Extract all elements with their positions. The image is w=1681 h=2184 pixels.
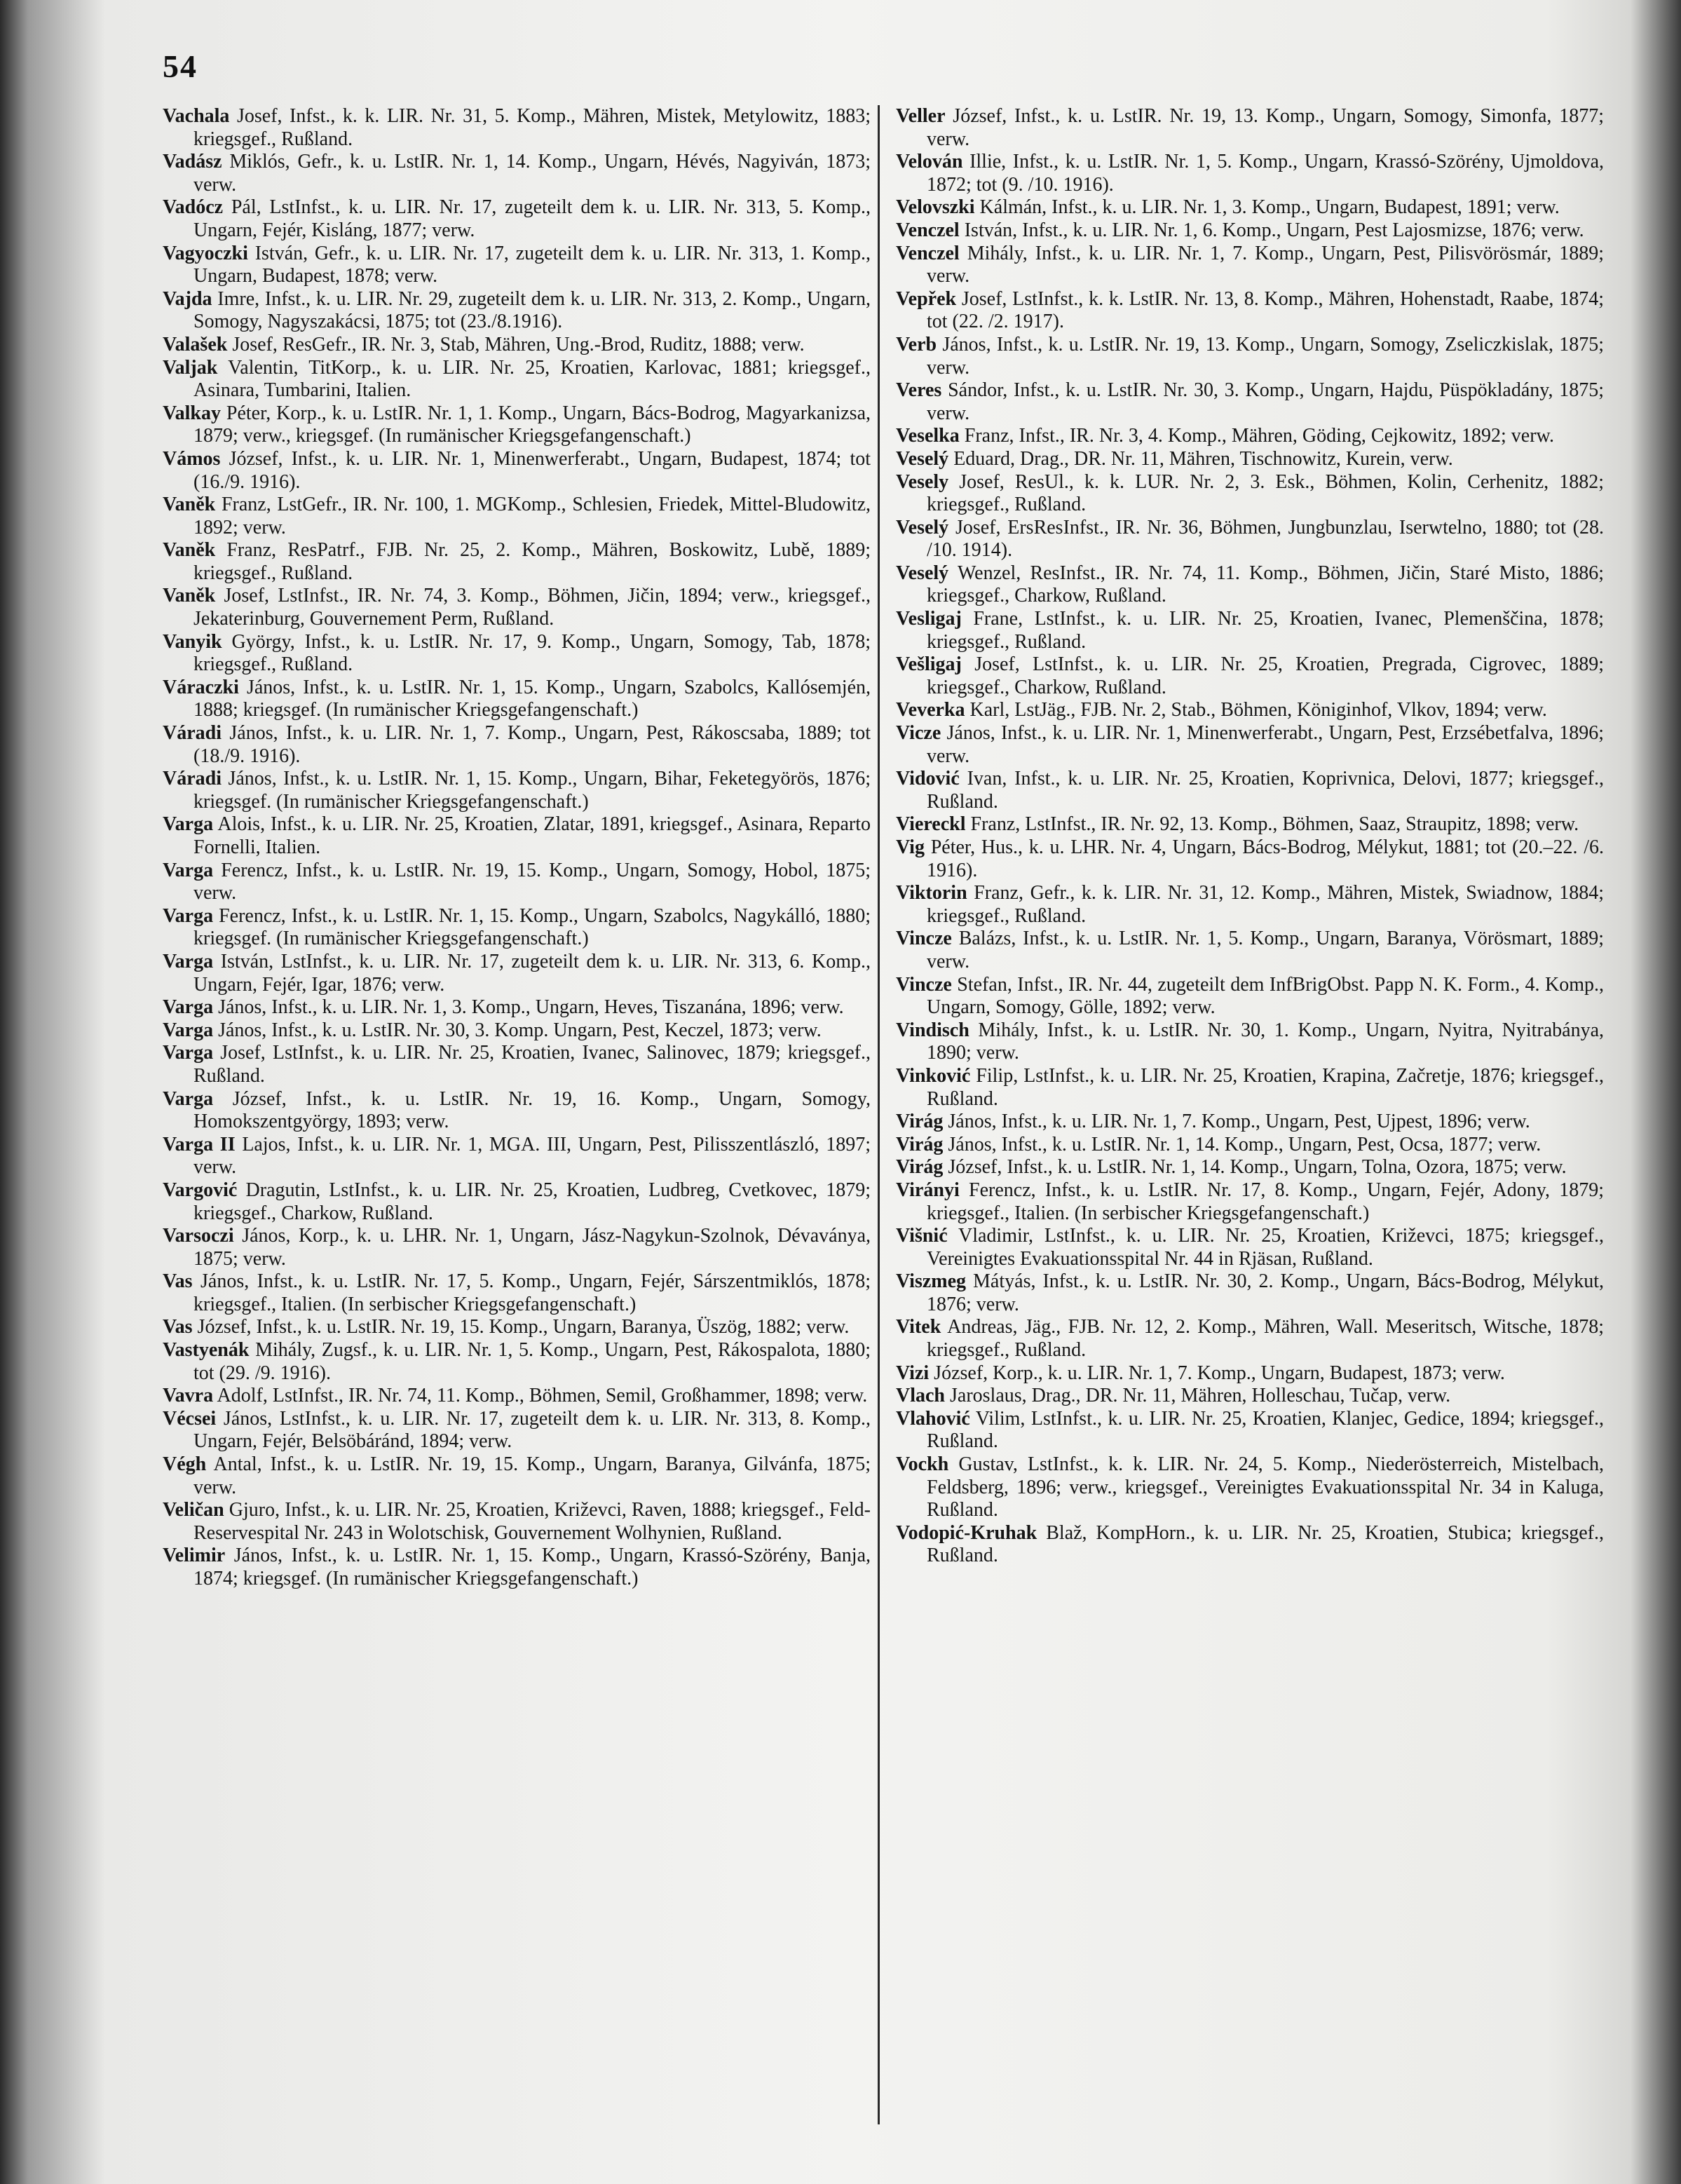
entry-surname: Virág: [896, 1111, 944, 1133]
list-item: [163, 631, 871, 677]
entry-surname: Venczel: [896, 219, 960, 241]
entry-surname: Varga: [163, 1019, 214, 1041]
entry-surname: Váradi: [163, 722, 222, 745]
entry-details: Franz, ResPatrf., FJB. Nr. 25, 2. Komp., Mähren, Boskowitz, Lubě, 1889; kriegsgef., Rußland.: [193, 539, 871, 584]
entry-surname: Vlach: [896, 1385, 945, 1407]
entry-details: Péter, Korp., k. u. LstIR. Nr. 1, 1. Komp., Ungarn, Bács-Bodrog, Magyarkanizsa, 1879; verw., kriegsgef. (In rumänischer Kriegsgefangenschaft.): [193, 402, 871, 447]
entry-details: János, Infst., k. u. LstIR. Nr. 30, 3. Komp. Ungarn, Pest, Keczel, 1873; verw.: [218, 1019, 822, 1041]
entry-details: Gustav, LstInfst., k. k. LIR. Nr. 24, 5. Komp., Niederösterreich, Mistelbach, Feldsberg, 1896; verw., kriegsgef., Vereinigtes Evakuationsspital Nr. 34 in Kaluga, Rußland.: [927, 1453, 1605, 1521]
entry-details: János, Infst., k. u. LIR. Nr. 1, 3. Komp., Ungarn, Heves, Tiszanána, 1896; verw.: [218, 996, 844, 1019]
list-item: [896, 1065, 1604, 1111]
entry-surname: Virág: [896, 1133, 944, 1155]
entry-details: Mátyás, Infst., k. u. LstIR. Nr. 30, 2. Komp., Ungarn, Bács-Bodrog, Mélykut, 1876; verw.: [927, 1270, 1604, 1315]
list-item: [896, 1156, 1604, 1179]
entry-details: János, Korp., k. u. LHR. Nr. 1, Ungarn, Jász-Nagykun-Szolnok, Dévaványa, 1875; verw.: [193, 1225, 871, 1270]
entry-surname: Vas: [163, 1270, 193, 1293]
entry-surname: Vámos: [163, 447, 221, 470]
entry-surname: Vizi: [896, 1362, 930, 1384]
entry-surname: Vindisch: [896, 1019, 969, 1041]
list-item: [896, 471, 1604, 517]
left-column: [163, 105, 871, 1591]
list-item: [163, 1316, 871, 1339]
list-item: [896, 1385, 1604, 1408]
list-item: [163, 996, 871, 1019]
entry-details: Ferencz, Infst., k. u. LstIR. Nr. 1, 15. Komp., Ungarn, Szabolcs, Nagykálló, 1880; kriegsgef. (In rumänischer Kriegsgefangenschaft.): [193, 904, 871, 950]
list-item: [163, 1453, 871, 1499]
entry-surname: Veselý: [896, 562, 949, 584]
list-item: [163, 1545, 871, 1590]
entry-surname: Virányi: [896, 1179, 960, 1201]
entry-details: Dragutin, LstInfst., k. u. LIR. Nr. 25, Kroatien, Ludbreg, Cvetkovec, 1879; kriegsgef., Charkow, Rußland.: [193, 1179, 871, 1224]
list-item: [163, 1408, 871, 1453]
list-item: [163, 1385, 871, 1408]
list-item: [896, 813, 1604, 836]
list-item: [896, 836, 1604, 882]
entry-surname: Vincze: [896, 928, 952, 950]
entry-details: Pál, LstInfst., k. u. LIR. Nr. 17, zugeteilt dem k. u. LIR. Nr. 313, 5. Komp., Ungarn, Fejér, Kisláng, 1877; verw.: [193, 196, 871, 241]
list-item: [896, 1453, 1604, 1522]
list-item: [896, 1179, 1604, 1225]
entry-details: János, Infst., k. u. LstIR. Nr. 1, 15. Komp., Ungarn, Szabolcs, Kallósemjén, 1888; kriegsgef. (In rumänischer Kriegsgefangenschaft.): [193, 676, 871, 721]
entry-surname: Veller: [896, 105, 946, 127]
entry-surname: Veselý: [896, 447, 949, 470]
list-item: [896, 288, 1604, 334]
entry-surname: Varga II: [163, 1133, 236, 1155]
entry-surname: Vachala: [163, 105, 230, 127]
list-item: [896, 448, 1604, 471]
entry-surname: Vaněk: [163, 494, 216, 516]
entry-details: Antal, Infst., k. u. LstIR. Nr. 19, 15. Komp., Ungarn, Baranya, Gilvánfa, 1875; verw.: [193, 1453, 871, 1498]
entry-details: János, LstInfst., k. u. LIR. Nr. 17, zugeteilt dem k. u. LIR. Nr. 313, 8. Komp., Ungarn, Fejér, Belsöbáránd, 1894; verw.: [193, 1407, 871, 1453]
list-item: [896, 151, 1604, 196]
entry-surname: Vincze: [896, 973, 952, 996]
list-item: [896, 1134, 1604, 1157]
list-item: [163, 334, 871, 357]
entry-details: János, Infst., k. u. LstIR. Nr. 1, 15. Komp., Ungarn, Krassó-Szörény, Banja, 1874; kriegsgef. (In rumänischer Kriegsgefangenschaft.): [193, 1545, 871, 1589]
entry-details: Andreas, Jäg., FJB. Nr. 12, 2. Komp., Mähren, Wall. Meseritsch, Witsche, 1878; kriegsgef., Rußland.: [927, 1316, 1604, 1362]
entry-details: István, Gefr., k. u. LIR. Nr. 17, zugeteilt dem k. u. LIR. Nr. 313, 1. Komp., Ungarn, Budapest, 1878; verw.: [193, 242, 871, 287]
entry-surname: Varga: [163, 813, 214, 836]
entry-surname: Végh: [163, 1453, 207, 1476]
list-item: [163, 1339, 871, 1385]
list-item: [163, 357, 871, 402]
entry-details: Frane, LstInfst., k. u. LIR. Nr. 25, Kroatien, Ivanec, Plemenščina, 1878; kriegsgef., Rußland.: [927, 608, 1604, 653]
entry-surname: Varga: [163, 996, 214, 1019]
list-item: [163, 1088, 871, 1134]
entry-surname: Velovszki: [896, 196, 975, 219]
list-item: [163, 1270, 871, 1316]
entry-surname: Vidović: [896, 768, 960, 790]
page-number: 54: [163, 48, 198, 84]
list-item: [896, 379, 1604, 425]
entry-details: József, Infst., k. u. LstIR. Nr. 19, 13. Komp., Ungarn, Somogy, Simonfa, 1877; verw.: [927, 105, 1605, 150]
list-item: [896, 1019, 1604, 1065]
list-item: [896, 425, 1604, 448]
list-item: [163, 494, 871, 539]
entry-surname: Vas: [163, 1316, 193, 1338]
list-item: [896, 562, 1604, 608]
entry-details: József, Infst., k. u. LstIR. Nr. 19, 15. Komp., Ungarn, Baranya, Üszög, 1882; verw.: [197, 1316, 850, 1338]
list-item: [896, 974, 1604, 1019]
entry-surname: Venczel: [896, 242, 960, 264]
entry-surname: Varga: [163, 859, 214, 881]
entry-surname: Vargović: [163, 1179, 238, 1201]
entry-surname: Vaněk: [163, 585, 216, 607]
right-column: [896, 105, 1604, 1568]
list-item: [896, 196, 1604, 219]
entry-details: Ferencz, Infst., k. u. LstIR. Nr. 17, 8. Komp., Ungarn, Fejér, Adony, 1879; kriegsgef., Italien. (In serbischer Kriegsgefangenschaft.): [927, 1179, 1605, 1224]
list-item: [163, 539, 871, 585]
entry-details: István, Infst., k. u. LIR. Nr. 1, 6. Komp., Ungarn, Pest Lajosmizse, 1876; verw.: [964, 219, 1584, 241]
entry-surname: Veselý: [896, 516, 949, 538]
list-item: [163, 1134, 871, 1179]
entry-surname: Varga: [163, 1087, 214, 1110]
entry-surname: Velován: [896, 151, 963, 173]
list-item: [163, 768, 871, 813]
entry-details: Illie, Infst., k. u. LstIR. Nr. 1, 5. Komp., Ungarn, Krassó-Szörény, Ujmoldova, 1872; tot (9. /10. 1916).: [927, 151, 1604, 196]
entry-details: Franz, LstGefr., IR. Nr. 100, 1. MGKomp., Schlesien, Friedek, Mittel-Bludowitz, 1892; verw.: [193, 494, 871, 538]
entry-details: János, Infst., k. u. LIR. Nr. 1, Minenwerferabt., Ungarn, Pest, Erzsébetfalva, 1896; verw.: [927, 722, 1605, 767]
list-item: [896, 517, 1604, 562]
entry-details: Sándor, Infst., k. u. LstIR. Nr. 30, 3. Komp., Ungarn, Hajdu, Püspökladány, 1875; verw.: [927, 379, 1604, 424]
list-item: [163, 1499, 871, 1545]
entry-surname: Vesely: [896, 470, 949, 493]
entry-surname: Veres: [896, 379, 942, 402]
entry-surname: Verb: [896, 333, 937, 355]
entry-surname: Veverka: [896, 699, 965, 721]
entry-details: János, Infst., k. u. LstIR. Nr. 1, 14. Komp., Ungarn, Pest, Ocsa, 1877; verw.: [948, 1133, 1542, 1155]
entry-surname: Vockh: [896, 1453, 949, 1476]
entry-surname: Velimir: [163, 1545, 226, 1567]
entry-details: Franz, Infst., IR. Nr. 3, 4. Komp., Mähren, Göding, Cejkowitz, 1892; verw.: [964, 425, 1554, 447]
entry-surname: Veselka: [896, 425, 960, 447]
entry-surname: Vajda: [163, 287, 212, 310]
entry-surname: Vepřek: [896, 287, 957, 310]
entry-surname: Varga: [163, 1042, 214, 1064]
list-item: [163, 243, 871, 288]
list-item: [163, 105, 871, 151]
entry-details: Vladimir, LstInfst., k. u. LIR. Nr. 25, Kroatien, Križevci, 1875; kriegsgef., Vereinigtes Evakuationsspital Nr. 44 in Rjäsan, Rußland.: [927, 1225, 1605, 1270]
entry-details: Jaroslaus, Drag., DR. Nr. 11, Mähren, Holleschau, Tučap, verw.: [950, 1385, 1451, 1407]
list-item: [896, 1270, 1604, 1316]
list-item: [163, 905, 871, 951]
entry-details: Lajos, Infst., k. u. LIR. Nr. 1, MGA. III, Ungarn, Pest, Pilisszentlászló, 1897; verw.: [193, 1133, 871, 1179]
entry-surname: Vadász: [163, 151, 222, 173]
entry-details: János, Infst., k. u. LstIR. Nr. 17, 5. Komp., Ungarn, Fejér, Sárszentmiklós, 1878; kriegsgef., Italien. (In serbischer Kriegsgefangenschaft.): [193, 1270, 871, 1315]
list-item: [163, 1042, 871, 1087]
entry-surname: Vicze: [896, 722, 941, 745]
entry-surname: Valjak: [163, 356, 218, 379]
list-item: [896, 105, 1604, 151]
entry-surname: Vanyik: [163, 630, 222, 653]
entry-details: István, LstInfst., k. u. LIR. Nr. 17, zugeteilt dem k. u. LIR. Nr. 313, 6. Komp., Ungarn, Fejér, Igar, 1876; verw.: [193, 950, 871, 996]
entry-details: Kálmán, Infst., k. u. LIR. Nr. 1, 3. Komp., Ungarn, Budapest, 1891; verw.: [979, 196, 1560, 219]
list-item: [896, 722, 1604, 768]
entry-details: János, Infst., k. u. LIR. Nr. 1, 7. Komp., Ungarn, Pest, Rákoscsaba, 1889; tot (18./9. 1916).: [193, 722, 871, 767]
entry-details: József, Infst., k. u. LIR. Nr. 1, Minenwerferabt., Ungarn, Budapest, 1874; tot (16./9. 1916).: [193, 447, 871, 493]
list-item: [896, 219, 1604, 243]
entry-details: Franz, Gefr., k. k. LIR. Nr. 31, 12. Komp., Mähren, Mistek, Swiadnow, 1884; kriegsgef., Rußland.: [927, 882, 1604, 927]
entry-details: Josef, LstInfst., k. u. LIR. Nr. 25, Kroatien, Pregrada, Cigrovec, 1889; kriegsgef., Charkow, Rußland.: [927, 653, 1604, 698]
entry-details: János, Infst., k. u. LstIR. Nr. 1, 15. Komp., Ungarn, Bihar, Feketegyörös, 1876; kriegsgef. (In rumänischer Kriegsgefangenschaft.): [193, 768, 871, 813]
entry-details: Karl, LstJäg., FJB. Nr. 2, Stab., Böhmen, Königinhof, Vlkov, 1894; verw.: [969, 699, 1547, 721]
list-item: [163, 1019, 871, 1043]
entry-details: Josef, ResUl., k. k. LUR. Nr. 2, 3. Esk., Böhmen, Kolin, Cerhenitz, 1882; kriegsgef., Rußland.: [927, 470, 1605, 516]
entry-surname: Višnić: [896, 1225, 948, 1247]
list-item: [163, 288, 871, 334]
entry-surname: Vavra: [163, 1385, 214, 1407]
list-item: [163, 151, 871, 196]
entry-surname: Viktorin: [896, 882, 967, 904]
entry-details: Mihály, Zugsf., k. u. LIR. Nr. 1, 5. Komp., Ungarn, Pest, Rákospalota, 1880; tot (29. /9. 1916).: [193, 1339, 871, 1384]
entry-details: József, Infst., k. u. LstIR. Nr. 1, 14. Komp., Ungarn, Tolna, Ozora, 1875; verw.: [948, 1156, 1567, 1179]
list-item: [896, 882, 1604, 928]
entry-surname: Veličan: [163, 1499, 224, 1521]
entry-surname: Varga: [163, 904, 214, 927]
entry-surname: Viszmeg: [896, 1270, 967, 1293]
entry-details: Stefan, Infst., IR. Nr. 44, zugeteilt dem InfBrigObst. Papp N. K. Form., 4. Komp., Ungarn, Somogy, Gölle, 1892; verw.: [927, 973, 1605, 1019]
list-item: [896, 1316, 1604, 1362]
list-item: [163, 1225, 871, 1270]
list-item: [896, 928, 1604, 973]
entry-surname: Varga: [163, 950, 214, 972]
entry-details: Balázs, Infst., k. u. LstIR. Nr. 1, 5. Komp., Ungarn, Baranya, Vörösmart, 1889; verw.: [927, 928, 1604, 972]
entry-details: Alois, Infst., k. u. LIR. Nr. 25, Kroatien, Zlatar, 1891, kriegsgef., Asinara, Reparto Fornelli, Italien.: [193, 813, 871, 858]
entry-details: Adolf, LstInfst., IR. Nr. 74, 11. Komp., Böhmen, Semil, Großhammer, 1898; verw.: [217, 1385, 868, 1407]
list-item: [163, 196, 871, 242]
entry-details: József, Korp., k. u. LIR. Nr. 1, 7. Komp., Ungarn, Budapest, 1873; verw.: [934, 1362, 1505, 1384]
list-item: [896, 334, 1604, 379]
entry-details: Vilim, LstInfst., k. u. LIR. Nr. 25, Kroatien, Klanjec, Gedice, 1894; kriegsgef., Rußland.: [927, 1407, 1604, 1453]
entry-details: Gjuro, Infst., k. u. LIR. Nr. 25, Kroatien, Križevci, Raven, 1888; kriegsgef., Feld-Reservespital Nr. 243 in Wolotschisk, Gouvernement Wolhynien, Rußland.: [193, 1499, 871, 1544]
entry-details: Josef, ErsResInfst., IR. Nr. 36, Böhmen, Jungbunzlau, Iserwtelno, 1880; tot (28. /10. 1914).: [927, 516, 1605, 562]
entry-details: Josef, LstInfst., k. u. LIR. Nr. 25, Kroatien, Ivanec, Salinovec, 1879; kriegsgef., Rußland.: [193, 1042, 871, 1087]
entry-surname: Vesligaj: [896, 608, 962, 630]
list-item: [163, 813, 871, 859]
list-item: [896, 1362, 1604, 1385]
list-item: [896, 653, 1604, 699]
entry-details: Wenzel, ResInfst., IR. Nr. 74, 11. Komp., Böhmen, Jičin, Staré Misto, 1886; kriegsgef., Charkow, Rußland.: [927, 562, 1604, 607]
entry-surname: Valkay: [163, 402, 222, 424]
list-item: [163, 860, 871, 905]
entry-surname: Vinković: [896, 1064, 971, 1087]
list-item: [163, 722, 871, 768]
entry-surname: Vadócz: [163, 196, 224, 219]
entry-surname: Vécsei: [163, 1407, 217, 1430]
entry-surname: Vaněk: [163, 539, 216, 562]
list-item: [163, 585, 871, 630]
entry-details: Ferencz, Infst., k. u. LstIR. Nr. 19, 15. Komp., Ungarn, Somogy, Hobol, 1875; verw.: [193, 859, 871, 904]
entry-details: Franz, LstInfst., IR. Nr. 92, 13. Komp., Böhmen, Saaz, Straupitz, 1898; verw.: [970, 813, 1579, 836]
entry-details: Blaž, KompHorn., k. u. LIR. Nr. 25, Kroatien, Stubica; kriegsgef., Rußland.: [927, 1521, 1605, 1567]
list-item: [896, 243, 1604, 288]
entry-details: Mihály, Infst., k. u. LIR. Nr. 1, 7. Komp., Ungarn, Pest, Pilisvörösmár, 1889; verw.: [927, 242, 1605, 287]
entry-surname: Vig: [896, 836, 925, 858]
entry-surname: Viereckl: [896, 813, 966, 836]
column-divider: [878, 105, 880, 2124]
entry-surname: Vodopić-Kruhak: [896, 1521, 1037, 1544]
entry-details: Ivan, Infst., k. u. LIR. Nr. 25, Kroatien, Koprivnica, Delovi, 1877; kriegsgef., Rußland.: [927, 768, 1605, 813]
entry-details: Imre, Infst., k. u. LIR. Nr. 29, zugeteilt dem k. u. LIR. Nr. 313, 2. Komp., Ungarn, Somogy, Nagyszakácsi, 1875; tot (23./8.1916).: [193, 287, 871, 333]
list-item: [163, 677, 871, 722]
entry-details: György, Infst., k. u. LstIR. Nr. 17, 9. Komp., Ungarn, Somogy, Tab, 1878; kriegsgef., Rußland.: [193, 630, 871, 676]
entry-details: Josef, LstInfst., IR. Nr. 74, 3. Komp., Böhmen, Jičin, 1894; verw., kriegsgef., Jekaterinburg, Gouvernement Perm, Rußland.: [193, 585, 871, 630]
entry-details: Filip, LstInfst., k. u. LIR. Nr. 25, Kroatien, Krapina, Začretje, 1876; kriegsgef., Rußland.: [927, 1064, 1604, 1110]
entry-surname: Vagyoczki: [163, 242, 248, 264]
entry-details: Miklós, Gefr., k. u. LstIR. Nr. 1, 14. Komp., Ungarn, Hévés, Nagyiván, 1873; verw.: [193, 151, 871, 196]
entry-surname: Vešligaj: [896, 653, 962, 676]
list-item: [896, 1111, 1604, 1134]
entry-surname: Vlahović: [896, 1407, 970, 1430]
entry-details: Josef, ResGefr., IR. Nr. 3, Stab, Mähren, Ung.-Brod, Ruditz, 1888; verw.: [232, 333, 805, 355]
entry-details: Péter, Hus., k. u. LHR. Nr. 4, Ungarn, Bács-Bodrog, Mélykut, 1881; tot (20.–22. /6. 1916).: [927, 836, 1605, 881]
entry-details: Eduard, Drag., DR. Nr. 11, Mähren, Tischnowitz, Kurein, verw.: [953, 447, 1453, 470]
list-item: [896, 699, 1604, 722]
entry-surname: Váradi: [163, 768, 222, 790]
list-item: [163, 1179, 871, 1225]
entry-surname: Váraczki: [163, 676, 239, 698]
list-item: [896, 768, 1604, 813]
entry-surname: Virág: [896, 1156, 944, 1179]
entry-details: Valentin, TitKorp., k. u. LIR. Nr. 25, Kroatien, Karlovac, 1881; kriegsgef., Asinara, Tumbarini, Italien.: [193, 356, 871, 402]
entry-details: Josef, Infst., k. k. LIR. Nr. 31, 5. Komp., Mähren, Mistek, Metylowitz, 1883; kriegsgef., Rußland.: [193, 105, 871, 150]
entry-surname: Vastyenák: [163, 1339, 250, 1362]
entry-surname: Varsoczi: [163, 1225, 234, 1247]
list-item: [896, 608, 1604, 653]
entry-details: József, Infst., k. u. LstIR. Nr. 19, 16. Komp., Ungarn, Somogy, Homokszentgyörgy, 1893; verw.: [193, 1087, 871, 1133]
list-item: [896, 1225, 1604, 1270]
list-item: [896, 1522, 1604, 1568]
list-item: [163, 402, 871, 448]
list-item: [163, 448, 871, 494]
entry-details: Mihály, Infst., k. u. LstIR. Nr. 30, 1. Komp., Ungarn, Nyitra, Nyitrabánya, 1890; verw.: [927, 1019, 1605, 1064]
entry-surname: Valašek: [163, 333, 228, 355]
entry-details: János, Infst., k. u. LIR. Nr. 1, 7. Komp., Ungarn, Pest, Ujpest, 1896; verw.: [948, 1111, 1530, 1133]
entry-details: János, Infst., k. u. LstIR. Nr. 19, 13. Komp., Ungarn, Somogy, Zseliczkislak, 1875; verw.: [927, 333, 1604, 379]
entry-surname: Vitek: [896, 1316, 941, 1338]
list-item: [163, 951, 871, 996]
list-item: [896, 1408, 1604, 1453]
entry-details: Josef, LstInfst., k. k. LstIR. Nr. 13, 8. Komp., Mähren, Hohenstadt, Raabe, 1874; tot (22. /2. 1917).: [927, 287, 1604, 333]
